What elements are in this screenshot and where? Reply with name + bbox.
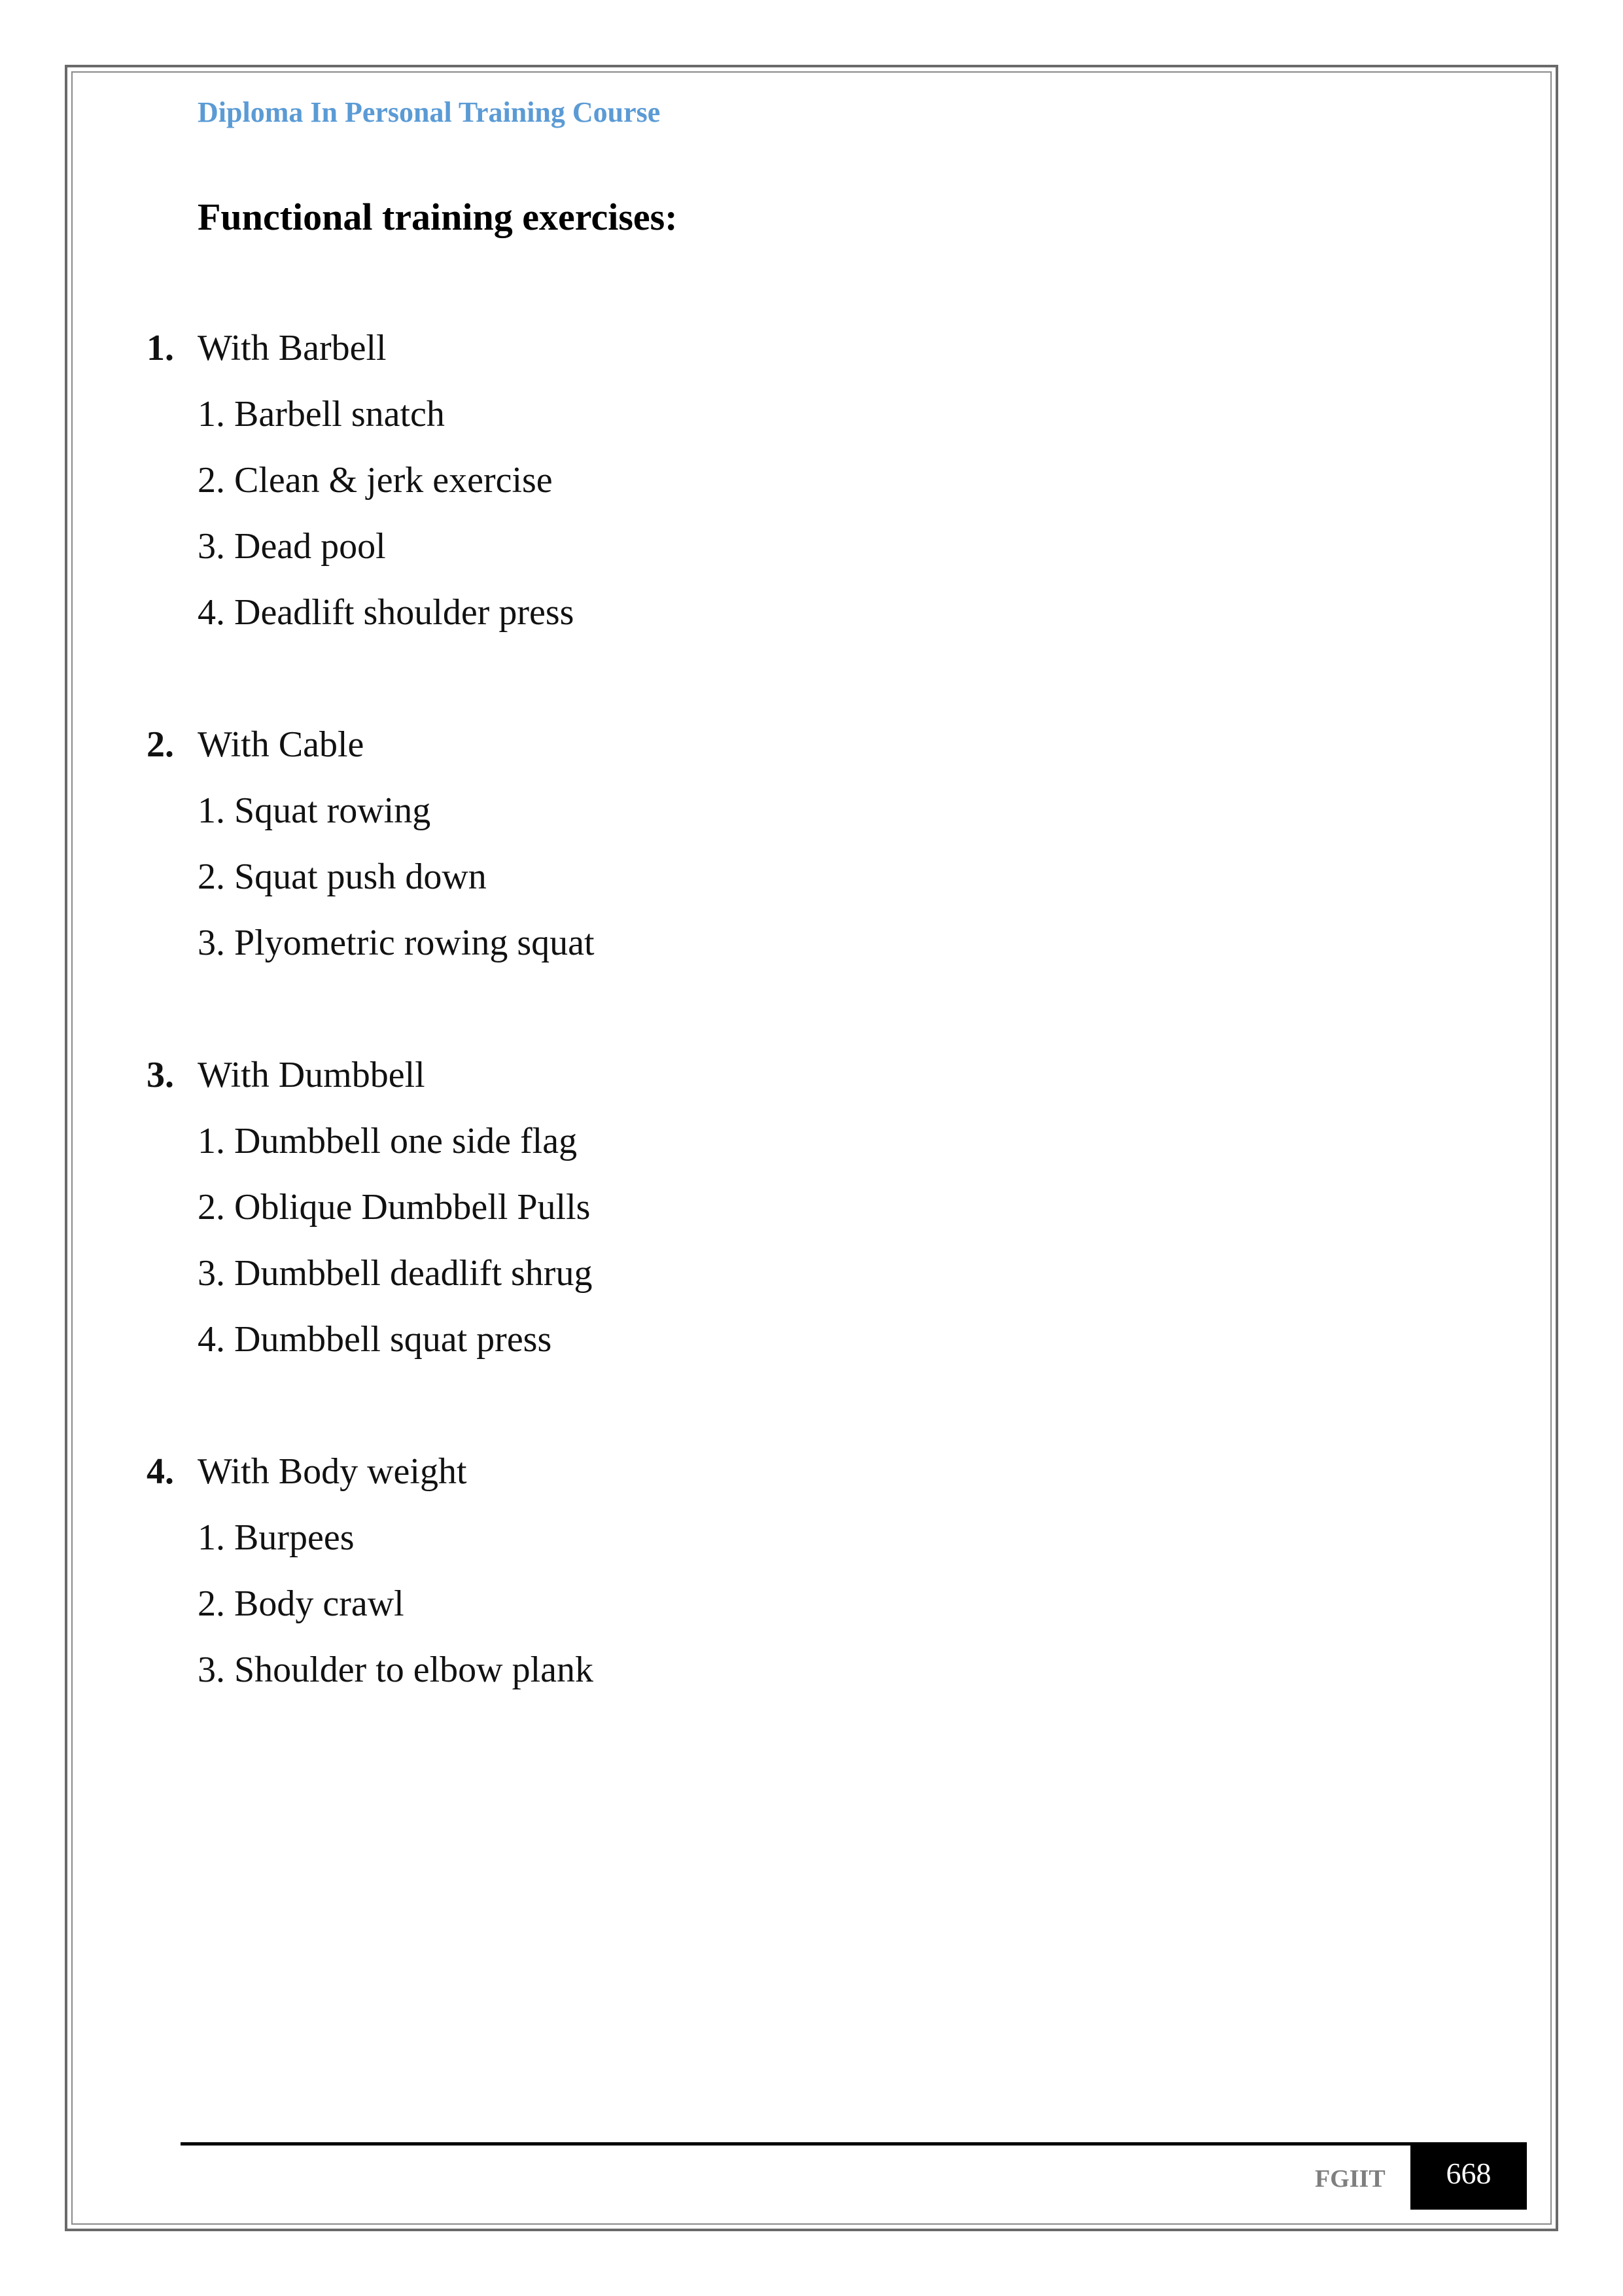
group-number: 3. xyxy=(147,1055,174,1095)
list-item: 1. Dumbbell one side flag xyxy=(198,1121,578,1161)
footer-org: FGIIT xyxy=(1315,2165,1386,2193)
group-title: With Body weight xyxy=(198,1451,467,1492)
list-item: 3. Shoulder to elbow plank xyxy=(198,1650,594,1690)
group-title: With Barbell xyxy=(198,328,387,368)
list-item: 1. Burpees xyxy=(198,1517,355,1558)
group-heading-dumbbell xyxy=(147,1054,425,1096)
list-item: 2. Squat push down xyxy=(198,857,487,897)
page-number: 668 xyxy=(1410,2142,1527,2210)
list-item: 3. Dead pool xyxy=(198,526,386,567)
list-item: 3. Dumbbell deadlift shrug xyxy=(198,1253,593,1294)
group-heading-body-weight xyxy=(147,1451,467,1492)
list-item: 4. Deadlift shoulder press xyxy=(198,592,574,633)
list-item: 2. Oblique Dumbbell Pulls xyxy=(198,1187,591,1227)
group-heading-barbell xyxy=(147,327,387,369)
group-title: With Cable xyxy=(198,724,364,765)
list-item: 1. Barbell snatch xyxy=(198,394,445,434)
section-title: Functional training exercises: xyxy=(198,196,678,238)
footer-rule xyxy=(181,2142,1410,2146)
list-item: 3. Plyometric rowing squat xyxy=(198,923,595,963)
group-number: 1. xyxy=(147,328,174,368)
group-title: With Dumbbell xyxy=(198,1055,425,1095)
list-item: 4. Dumbbell squat press xyxy=(198,1319,552,1360)
group-number: 4. xyxy=(147,1451,174,1492)
group-heading-cable xyxy=(147,724,364,766)
list-item: 1. Squat rowing xyxy=(198,790,431,831)
list-item: 2. Body crawl xyxy=(198,1583,404,1624)
list-item: 2. Clean & jerk exercise xyxy=(198,460,553,501)
running-header: Diploma In Personal Training Course xyxy=(198,96,661,128)
group-number: 2. xyxy=(147,724,174,765)
